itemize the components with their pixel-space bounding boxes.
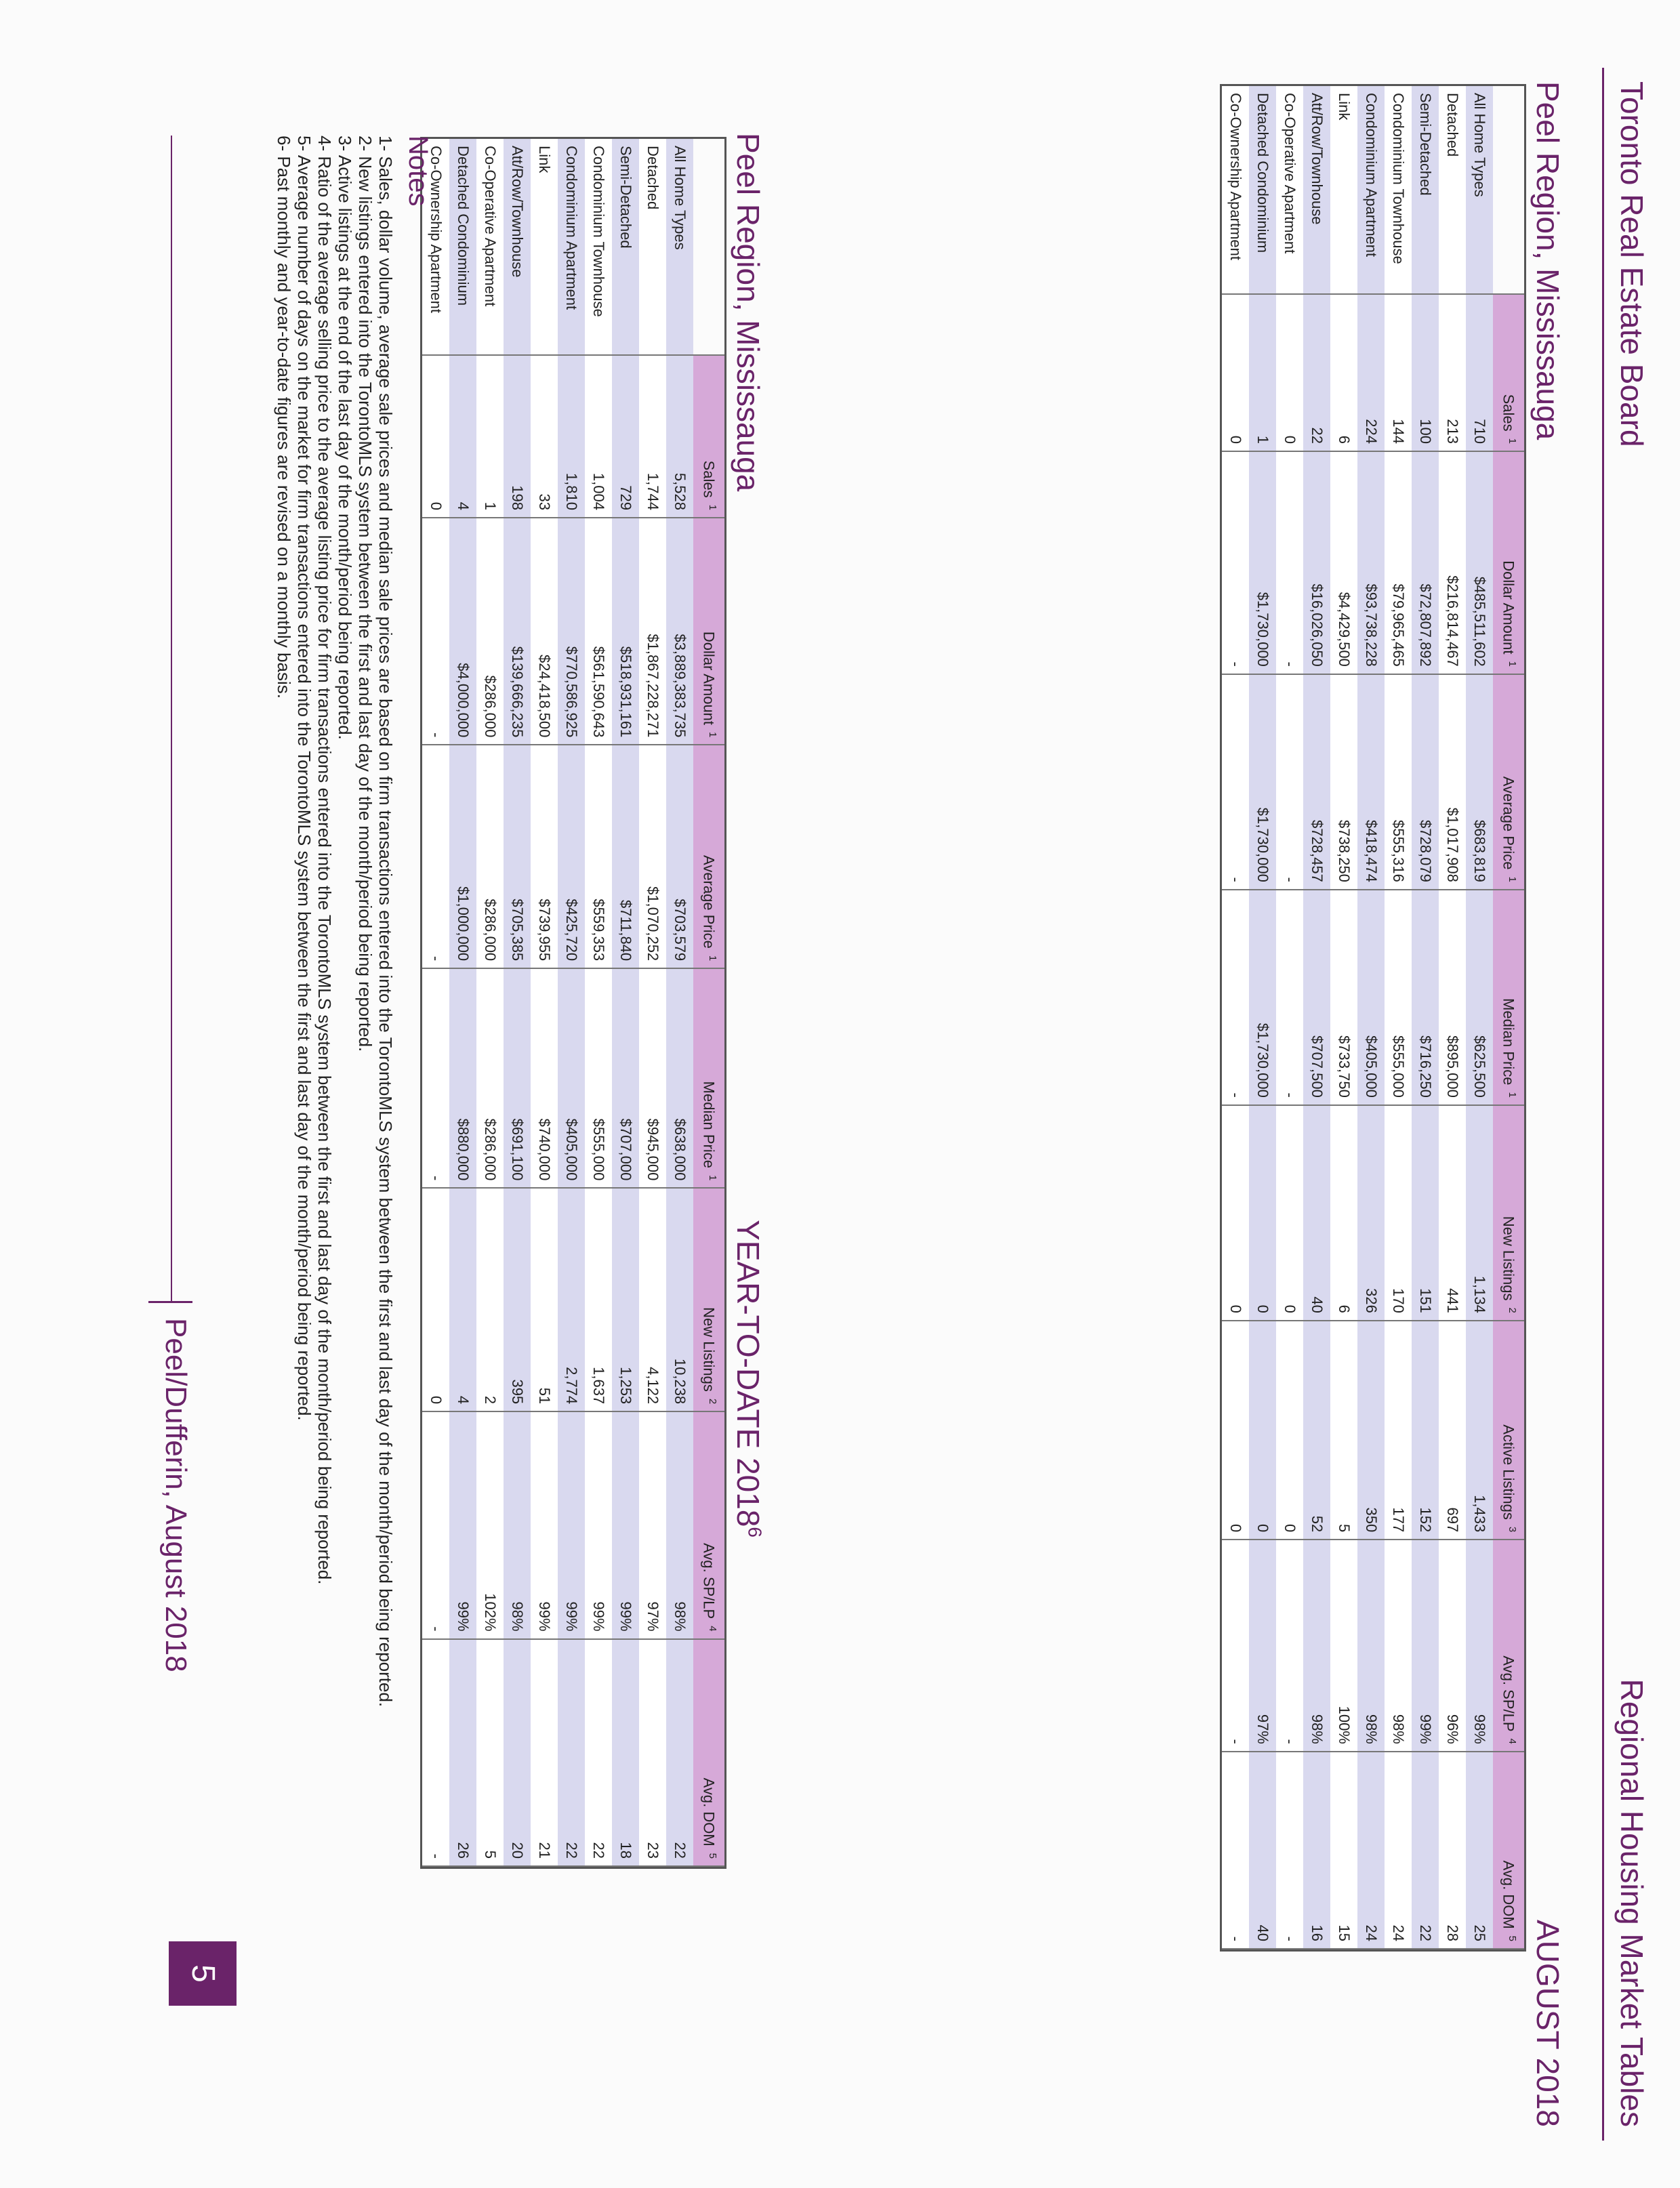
table-row: [1385, 86, 1412, 1949]
footer-divider: [148, 1301, 192, 1303]
notes-list: [274, 136, 396, 1877]
table-cell: 729: [612, 355, 639, 518]
column-header: [1493, 1105, 1524, 1321]
table-cell: $3,889,383,735: [666, 518, 693, 745]
table-row: [1303, 86, 1330, 1949]
column-header: [693, 355, 724, 518]
table-cell: 350: [1357, 1321, 1385, 1540]
column-header-label: Median Price: [1500, 998, 1517, 1086]
table-cell: 23: [639, 1639, 666, 1866]
column-header: [693, 1411, 724, 1638]
column-footnote: 4: [1506, 1738, 1518, 1744]
table-cell: 0: [1276, 1105, 1303, 1321]
table-cell: -: [422, 1411, 449, 1638]
column-header: [1493, 1321, 1524, 1540]
table-cell: 22: [585, 1639, 612, 1866]
table-cell: $286,000: [476, 518, 504, 745]
table-cell: 98%: [1357, 1540, 1385, 1752]
table-cell: 96%: [1439, 1540, 1466, 1752]
table-cell: 40: [1303, 1105, 1330, 1321]
row-label: Condominium Townhouse: [1385, 86, 1412, 294]
column-footnote: 4: [706, 1626, 718, 1632]
table-cell: 98%: [504, 1411, 531, 1638]
table-cell: 22: [558, 1639, 585, 1866]
table-cell: $1,000,000: [449, 745, 476, 968]
column-header-label: Avg. SP/LP: [700, 1543, 718, 1619]
table-cell: -: [1222, 890, 1249, 1105]
column-header: [1493, 294, 1524, 451]
table-cell: 326: [1357, 1105, 1385, 1321]
row-label: Att/Row/Townhouse: [504, 139, 531, 355]
table-cell: 6: [1330, 294, 1357, 451]
column-footnote: 2: [1506, 1307, 1518, 1313]
monthly-header-row: [1493, 86, 1524, 1949]
table-cell: $16,026,050: [1303, 451, 1330, 674]
column-footnote: 2: [706, 1398, 718, 1405]
table-cell: $625,500: [1466, 890, 1493, 1105]
table-cell: $703,579: [666, 745, 693, 968]
table-cell: $880,000: [449, 968, 476, 1188]
table-cell: 10,238: [666, 1188, 693, 1411]
table-cell: 99%: [1412, 1540, 1439, 1752]
table-cell: $739,955: [531, 745, 558, 968]
table-cell: $1,730,000: [1249, 890, 1276, 1105]
row-label: Semi-Detached: [612, 139, 639, 355]
header-left: Toronto Real Estate Board: [1614, 81, 1650, 447]
table-cell: $740,000: [531, 968, 558, 1188]
table-cell: 1,253: [612, 1188, 639, 1411]
table-cell: -: [1222, 1540, 1249, 1752]
table-cell: -: [1276, 674, 1303, 890]
table-cell: 99%: [585, 1411, 612, 1638]
column-footnote: 1: [706, 955, 718, 962]
table-cell: $738,250: [1330, 674, 1357, 890]
table-cell: $728,457: [1303, 674, 1330, 890]
table-cell: 1: [1249, 294, 1276, 451]
table-cell: 24: [1385, 1752, 1412, 1949]
column-header: [693, 518, 724, 745]
row-label: Co-Ownership Apartment: [422, 139, 449, 355]
column-header-label: New Listings: [1500, 1216, 1517, 1301]
column-header-label: Dollar Amount: [1500, 560, 1517, 655]
table-cell: 99%: [612, 1411, 639, 1638]
row-label: Semi-Detached: [1412, 86, 1439, 294]
row-label: Condominium Apartment: [558, 139, 585, 355]
table-cell: $559,353: [585, 745, 612, 968]
column-header-label: Sales: [1500, 394, 1517, 432]
table-cell: 100: [1412, 294, 1439, 451]
table-cell: 144: [1385, 294, 1412, 451]
table-cell: 151: [1412, 1105, 1439, 1321]
table-cell: 213: [1439, 294, 1466, 451]
table-cell: 22: [666, 1639, 693, 1866]
table-cell: $555,000: [1385, 890, 1412, 1105]
table-cell: 51: [531, 1188, 558, 1411]
table-cell: -: [422, 745, 449, 968]
note-item: 5- Average number of days on the market for firm transactions entered into the TorontoMLS system between the first and last day of the month/period being reported.: [294, 136, 314, 1421]
section2-ytd-label: [730, 1220, 766, 1537]
column-header: [1493, 674, 1524, 890]
table-cell: -: [1276, 890, 1303, 1105]
table-cell: $72,807,892: [1412, 451, 1439, 674]
table-cell: 18: [612, 1639, 639, 1866]
note-item: 2- New listings entered into the TorontoMLS system between the first and last day of the month/period being reported.: [355, 136, 375, 1052]
table-cell: -: [422, 518, 449, 745]
table-cell: 1,004: [585, 355, 612, 518]
table-cell: 21: [531, 1639, 558, 1866]
column-footnote: 1: [1506, 661, 1518, 667]
row-label: Co-Operative Apartment: [1276, 86, 1303, 294]
table-cell: $1,730,000: [1249, 674, 1276, 890]
table-cell: 1,637: [585, 1188, 612, 1411]
row-label: Detached: [639, 139, 666, 355]
table-cell: $895,000: [1439, 890, 1466, 1105]
ytd-footnote: 6: [744, 1527, 766, 1537]
column-header-label: Dollar Amount: [700, 631, 718, 726]
row-label: Condominium Apartment: [1357, 86, 1385, 294]
column-header-label: Avg. DOM: [700, 1777, 718, 1846]
table-cell: $638,000: [666, 968, 693, 1188]
table-cell: -: [422, 1639, 449, 1866]
table-cell: $555,000: [585, 968, 612, 1188]
column-footnote: 1: [706, 1175, 718, 1181]
table-cell: 224: [1357, 294, 1385, 451]
note-item: 3- Active listings at the end of the last day of the month/period being reported.: [335, 136, 355, 740]
column-footnote: 1: [1506, 1092, 1518, 1098]
table-cell: -: [1222, 1752, 1249, 1949]
table-row: [1439, 86, 1466, 1949]
table-cell: 98%: [1385, 1540, 1412, 1752]
table-cell: $733,750: [1330, 890, 1357, 1105]
table-cell: 1,744: [639, 355, 666, 518]
table-cell: 0: [1222, 294, 1249, 451]
header-blank-cell: [693, 139, 724, 355]
table-cell: 99%: [449, 1411, 476, 1638]
table-cell: 0: [422, 355, 449, 518]
table-cell: 1,433: [1466, 1321, 1493, 1540]
table-cell: 99%: [531, 1411, 558, 1638]
column-header: [1493, 890, 1524, 1105]
column-header-label: Median Price: [700, 1081, 718, 1169]
column-header: [693, 968, 724, 1188]
table-row: [1330, 86, 1357, 1949]
ytd-table: [422, 139, 724, 1867]
table-cell: 4: [449, 355, 476, 518]
table-cell: 441: [1439, 1105, 1466, 1321]
column-footnote: 1: [706, 504, 718, 510]
table-row: [1412, 86, 1439, 1949]
table-cell: $1,070,252: [639, 745, 666, 968]
table-cell: 0: [1276, 294, 1303, 451]
table-cell: 395: [504, 1188, 531, 1411]
note-item: 1- Sales, dollar volume, average sale prices and median sale prices are based on firm transactions entered into the TorontoMLS system between the first and last day of the month/period being reported.: [375, 136, 396, 1708]
table-cell: 4,122: [639, 1188, 666, 1411]
table-cell: 20: [504, 1639, 531, 1866]
column-footnote: 3: [1506, 1526, 1518, 1533]
table-cell: $561,590,643: [585, 518, 612, 745]
row-label: Co-Ownership Apartment: [1222, 86, 1249, 294]
note-item: 6- Past monthly and year-to-date figures are revised on a monthly basis.: [274, 136, 294, 699]
table-cell: 97%: [1249, 1540, 1276, 1752]
table-row: [1466, 86, 1493, 1949]
table-cell: 26: [449, 1639, 476, 1866]
section1-period: AUGUST 2018: [1530, 1920, 1565, 2127]
table-cell: $716,250: [1412, 890, 1439, 1105]
table-row: [1222, 86, 1249, 1949]
table-cell: 5,528: [666, 355, 693, 518]
table-cell: $425,720: [558, 745, 585, 968]
header-rule: [1602, 68, 1604, 2141]
table-cell: 4: [449, 1188, 476, 1411]
table-cell: 177: [1385, 1321, 1412, 1540]
row-label: Detached Condominium: [449, 139, 476, 355]
table-row: [504, 139, 531, 1866]
page-number-badge: 5: [169, 1941, 237, 2006]
table-cell: 198: [504, 355, 531, 518]
column-footnote: 1: [1506, 438, 1518, 444]
column-header-label: Average Price: [1500, 776, 1517, 870]
table-cell: 6: [1330, 1105, 1357, 1321]
ytd-text: YEAR-TO-DATE 2018: [731, 1220, 766, 1527]
table-cell: $485,511,602: [1466, 451, 1493, 674]
section2-title: Peel Region, Mississauga: [731, 133, 766, 492]
table-cell: 100%: [1330, 1540, 1357, 1752]
footer-text: Peel/Dufferin, August 2018: [159, 1318, 192, 1672]
table-cell: 0: [1249, 1105, 1276, 1321]
table-cell: 5: [476, 1639, 504, 1866]
column-footnote: 5: [706, 1853, 718, 1859]
table-cell: $405,000: [1357, 890, 1385, 1105]
table-cell: 0: [1249, 1321, 1276, 1540]
table-cell: $683,819: [1466, 674, 1493, 890]
table-cell: $707,500: [1303, 890, 1330, 1105]
table-cell: 99%: [558, 1411, 585, 1638]
table-cell: 0: [1222, 1105, 1249, 1321]
table-cell: $4,429,500: [1330, 451, 1357, 674]
table-cell: 152: [1412, 1321, 1439, 1540]
table-cell: 22: [1303, 294, 1330, 451]
table-cell: $93,738,228: [1357, 451, 1385, 674]
row-label: Condominium Townhouse: [585, 139, 612, 355]
table-cell: $705,385: [504, 745, 531, 968]
notes-title: Notes: [403, 136, 433, 207]
table-cell: 710: [1466, 294, 1493, 451]
table-cell: -: [1222, 451, 1249, 674]
table-cell: $1,017,908: [1439, 674, 1466, 890]
table-cell: 2: [476, 1188, 504, 1411]
column-header-label: Active Listings: [1500, 1424, 1517, 1520]
table-cell: 1: [476, 355, 504, 518]
table-cell: $216,814,467: [1439, 451, 1466, 674]
column-header: [693, 1188, 724, 1411]
table-row: [1276, 86, 1303, 1949]
table-row: [1249, 86, 1276, 1949]
row-label: Detached Condominium: [1249, 86, 1276, 294]
section1-title: Peel Region, Mississauga: [1530, 81, 1565, 440]
table-cell: 15: [1330, 1752, 1357, 1949]
row-label: Link: [1330, 86, 1357, 294]
row-label: All Home Types: [666, 139, 693, 355]
table-cell: 52: [1303, 1321, 1330, 1540]
ytd-header-row: [693, 139, 724, 1866]
table-cell: -: [1276, 451, 1303, 674]
table-cell: $79,965,465: [1385, 451, 1412, 674]
table-cell: $1,730,000: [1249, 451, 1276, 674]
column-footnote: 1: [1506, 876, 1518, 882]
table-row: [476, 139, 504, 1866]
table-cell: $770,586,925: [558, 518, 585, 745]
table-cell: -: [1222, 674, 1249, 890]
table-row: [558, 139, 585, 1866]
table-cell: -: [1276, 1540, 1303, 1752]
table-cell: 98%: [666, 1411, 693, 1638]
table-cell: -: [1276, 1752, 1303, 1949]
column-header-label: New Listings: [700, 1307, 718, 1392]
table-cell: $555,316: [1385, 674, 1412, 890]
table-cell: $286,000: [476, 968, 504, 1188]
column-header-label: Average Price: [700, 855, 718, 949]
header-blank-cell: [1493, 86, 1524, 294]
table-cell: 2,774: [558, 1188, 585, 1411]
column-footnote: 5: [1506, 1935, 1518, 1941]
table-row: [422, 139, 449, 1866]
table-cell: $405,000: [558, 968, 585, 1188]
table-cell: 22: [1412, 1752, 1439, 1949]
row-label: Att/Row/Townhouse: [1303, 86, 1330, 294]
column-header: [693, 1639, 724, 1866]
table-cell: $728,079: [1412, 674, 1439, 890]
monthly-table: [1222, 86, 1524, 1949]
table-cell: $418,474: [1357, 674, 1385, 890]
row-label: Link: [531, 139, 558, 355]
table-cell: 1,810: [558, 355, 585, 518]
table-row: [449, 139, 476, 1866]
table-cell: $707,000: [612, 968, 639, 1188]
table-cell: 1,134: [1466, 1105, 1493, 1321]
table-cell: $286,000: [476, 745, 504, 968]
table-cell: 24: [1357, 1752, 1385, 1949]
table-cell: 0: [1276, 1321, 1303, 1540]
table-row: [639, 139, 666, 1866]
table-cell: 0: [422, 1188, 449, 1411]
column-header: [1493, 1540, 1524, 1752]
table-cell: $691,100: [504, 968, 531, 1188]
table-cell: $24,418,500: [531, 518, 558, 745]
table-cell: $1,867,228,271: [639, 518, 666, 745]
table-cell: $945,000: [639, 968, 666, 1188]
table-cell: 25: [1466, 1752, 1493, 1949]
table-cell: 102%: [476, 1411, 504, 1638]
table-cell: 40: [1249, 1752, 1276, 1949]
table-cell: $711,840: [612, 745, 639, 968]
table-cell: $518,931,161: [612, 518, 639, 745]
table-cell: $4,000,000: [449, 518, 476, 745]
table-row: [531, 139, 558, 1866]
column-header: [693, 745, 724, 968]
table-cell: $139,666,235: [504, 518, 531, 745]
table-cell: 97%: [639, 1411, 666, 1638]
note-item: 4- Ratio of the average selling price to the average listing price for firm transactions entered into the TorontoMLS system between the first and last day of the month/period being reported.: [314, 136, 335, 1585]
table-cell: 16: [1303, 1752, 1330, 1949]
column-header: [1493, 1752, 1524, 1949]
table-cell: 98%: [1303, 1540, 1330, 1752]
table-cell: 28: [1439, 1752, 1466, 1949]
column-header-label: Avg. DOM: [1500, 1860, 1517, 1929]
row-label: Co-Operative Apartment: [476, 139, 504, 355]
table-cell: 170: [1385, 1105, 1412, 1321]
table-cell: -: [422, 968, 449, 1188]
row-label: All Home Types: [1466, 86, 1493, 294]
table-cell: 33: [531, 355, 558, 518]
table-row: [612, 139, 639, 1866]
column-header-label: Avg. SP/LP: [1500, 1655, 1517, 1732]
footer-rule: [171, 136, 172, 1301]
table-cell: 98%: [1466, 1540, 1493, 1752]
row-label: Detached: [1439, 86, 1466, 294]
column-footnote: 1: [706, 732, 718, 738]
table-cell: 697: [1439, 1321, 1466, 1540]
table-row: [666, 139, 693, 1866]
table-cell: 5: [1330, 1321, 1357, 1540]
table-cell: 0: [1222, 1321, 1249, 1540]
column-header: [1493, 451, 1524, 674]
table-row: [585, 139, 612, 1866]
table-row: [1357, 86, 1385, 1949]
column-header-label: Sales: [700, 460, 718, 498]
header-right: Regional Housing Market Tables: [1614, 1678, 1650, 2127]
